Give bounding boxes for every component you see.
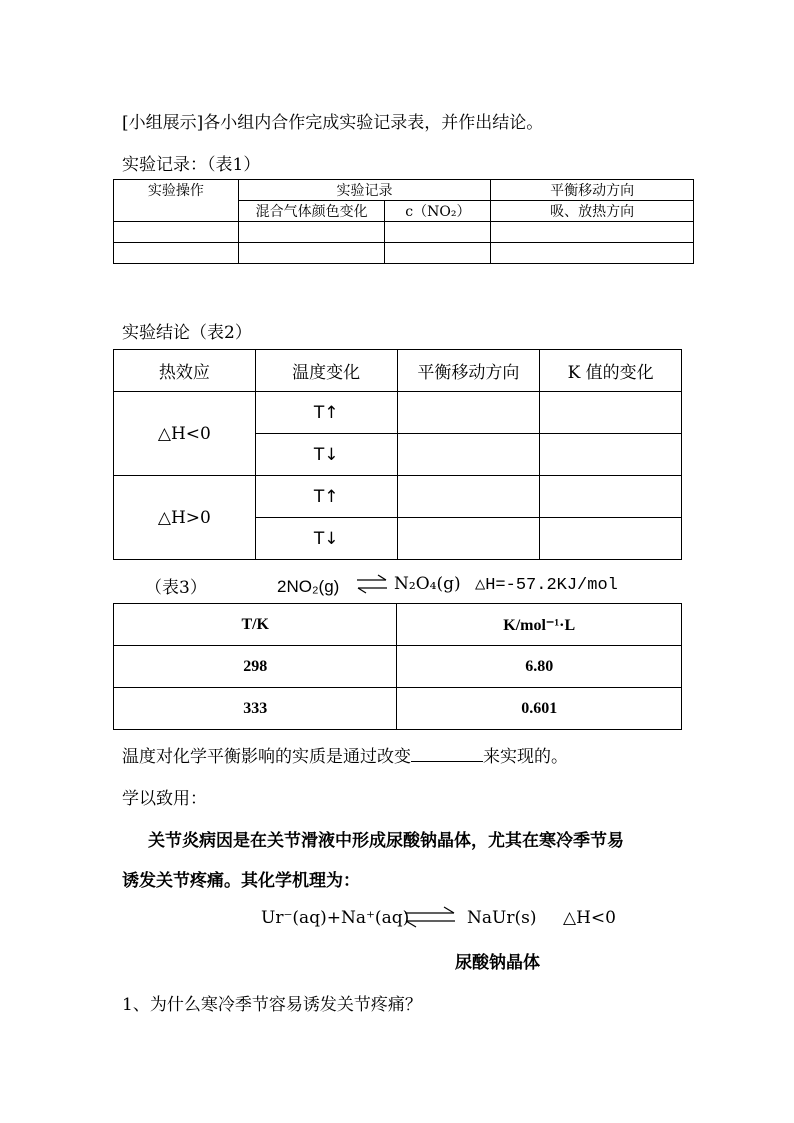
equation-product: N₂O₄(g) — [394, 574, 461, 594]
table-cell — [397, 392, 540, 434]
temperature-value: 298 — [114, 646, 397, 688]
equilibrium-arrow-icon — [404, 906, 456, 928]
essence-suffix: 来实现的。 — [483, 747, 568, 767]
equation2-enthalpy: △H<0 — [563, 908, 616, 928]
fill-blank[interactable] — [411, 745, 483, 762]
temp-up: T↑ — [255, 392, 397, 434]
subheader-heat: 吸、放热方向 — [491, 201, 694, 222]
table1-caption: 实验记录：（表1） — [122, 155, 261, 175]
essence-sentence — [122, 742, 568, 767]
k-value: 6.80 — [397, 646, 682, 688]
conclusion-table — [113, 349, 682, 560]
subheader-concentration: c（NO₂） — [385, 201, 491, 222]
table-cell — [540, 518, 682, 560]
table-cell — [491, 243, 694, 264]
subheader-color: 混合气体颜色变化 — [238, 201, 385, 222]
header-heat-effect: 热效应 — [114, 350, 256, 392]
table-cell — [397, 434, 540, 476]
table-cell — [397, 518, 540, 560]
header-temp-change: 温度变化 — [255, 350, 397, 392]
temperature-value: 333 — [114, 688, 397, 730]
table-row — [114, 688, 682, 730]
temp-down: T↓ — [255, 518, 397, 560]
table-cell — [397, 476, 540, 518]
table-cell — [114, 222, 239, 243]
paragraph-line-2: 诱发关节疼痛。其化学机理为： — [122, 871, 360, 891]
dh-positive: △H>0 — [114, 476, 256, 560]
apply-title: 学以致用： — [122, 789, 207, 809]
dh-negative: △H<0 — [114, 392, 256, 476]
table-cell — [540, 392, 682, 434]
table-cell — [385, 222, 491, 243]
record-table — [113, 179, 694, 264]
intro-text: [小组展示]各小组内合作完成实验记录表，并作出结论。 — [122, 113, 544, 133]
k-value-table — [113, 603, 682, 730]
essence-text: 温度对化学平衡影响的实质是通过改变 — [122, 747, 411, 767]
question-1: 1、为什么寒冷季节容易诱发关节疼痛？ — [122, 995, 422, 1015]
table-row — [114, 646, 682, 688]
header-temperature: T/K — [114, 604, 397, 646]
table-cell — [385, 243, 491, 264]
header-record: 实验记录 — [238, 180, 491, 201]
table-cell — [540, 434, 682, 476]
table-cell — [540, 476, 682, 518]
equation-enthalpy: △H=-57.2KJ/mol — [475, 576, 618, 595]
header-shift-direction: 平衡移动方向 — [397, 350, 540, 392]
table3-caption: （表3） — [145, 578, 207, 598]
header-operation: 实验操作 — [114, 180, 239, 222]
table-cell — [238, 222, 385, 243]
header-k-change: K 值的变化 — [540, 350, 682, 392]
table-cell — [491, 222, 694, 243]
equation2-reactants: Ur⁻(aq)+Na⁺(aq) — [261, 908, 410, 928]
table2-caption: 实验结论（表2） — [122, 323, 252, 343]
table-cell — [238, 243, 385, 264]
equilibrium-arrow-icon — [356, 574, 388, 594]
temp-down: T↓ — [255, 434, 397, 476]
table-cell — [114, 243, 239, 264]
header-k: K/mol⁻¹·L — [397, 604, 682, 646]
product-label: 尿酸钠晶体 — [455, 953, 540, 973]
temp-up: T↑ — [255, 476, 397, 518]
equation2-product: NaUr(s) — [467, 908, 537, 928]
k-value: 0.601 — [397, 688, 682, 730]
header-shift: 平衡移动方向 — [491, 180, 694, 201]
equation-reactant: 2NO₂(g) — [277, 577, 340, 596]
paragraph-line-1: 关节炎病因是在关节滑液中形成尿酸钠晶体，尤其在寒冷季节易 — [148, 831, 624, 851]
